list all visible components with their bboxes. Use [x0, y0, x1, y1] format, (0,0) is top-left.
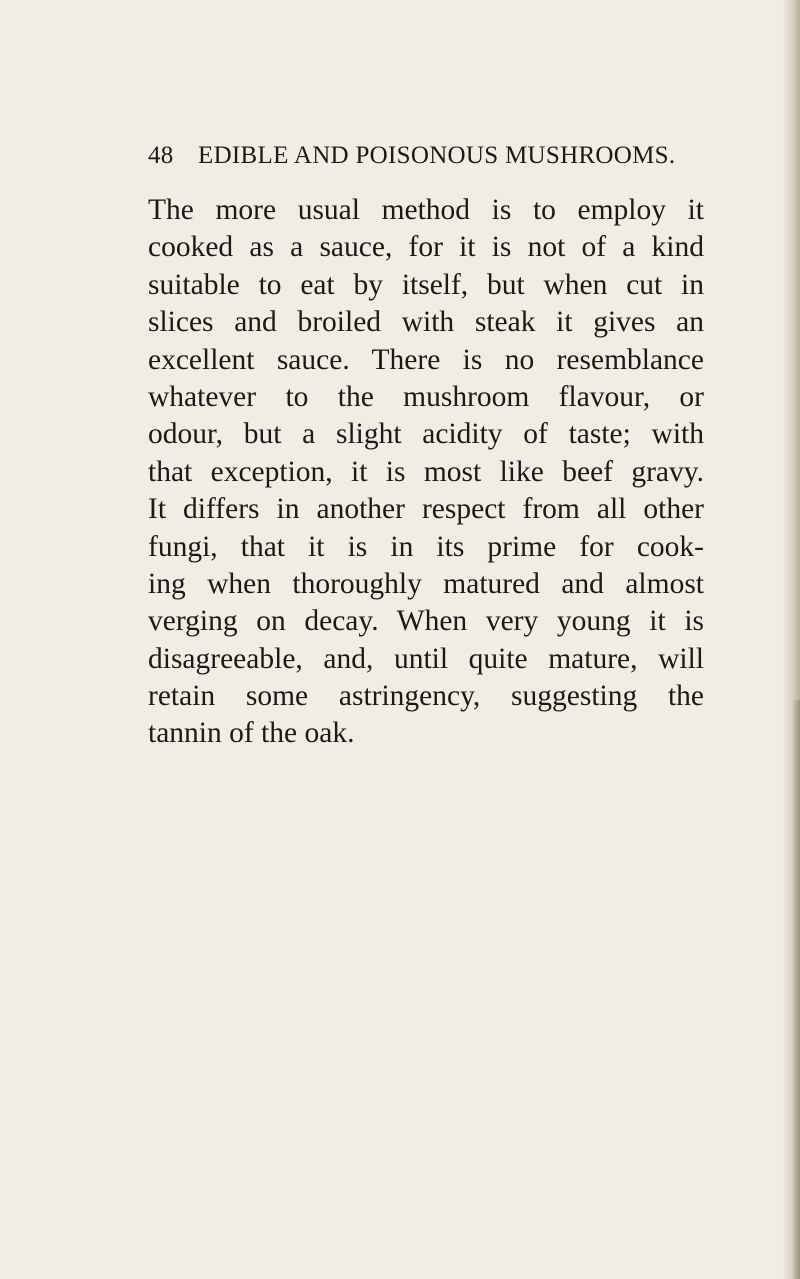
text-line: cooked as a sauce, for it is not of a kind	[148, 231, 704, 264]
text-line: slices and broiled with steak it gives an	[148, 306, 704, 339]
page-number: 48	[148, 142, 174, 169]
page-edge-stain	[792, 700, 800, 1279]
text-line: ing when thoroughly matured and almost	[148, 567, 704, 600]
text-line: fungi, that it is in its prime for cook-	[148, 530, 704, 563]
text-line: tannin of the oak.	[148, 717, 355, 750]
text-line: that exception, it is most like beef gravy.	[148, 455, 704, 488]
text-line: verging on decay. When very young it is	[148, 605, 704, 638]
text-line: It differs in another respect from all other	[148, 493, 704, 526]
text-line: retain some astringency, suggesting the	[148, 680, 704, 713]
running-head-title: EDIBLE AND POISONOUS MUSHROOMS.	[198, 142, 676, 169]
text-line: disagreeable, and, until quite mature, will	[148, 642, 704, 675]
body-paragraph	[148, 192, 704, 753]
running-head	[148, 142, 708, 170]
text-line: excellent sauce. There is no resemblance	[148, 343, 704, 376]
text-line: suitable to eat by itself, but when cut in	[148, 268, 704, 301]
text-line: odour, but a slight acidity of taste; with	[148, 418, 704, 451]
text-line: whatever to the mushroom flavour, or	[148, 380, 704, 413]
text-line: The more usual method is to employ it	[148, 194, 704, 226]
